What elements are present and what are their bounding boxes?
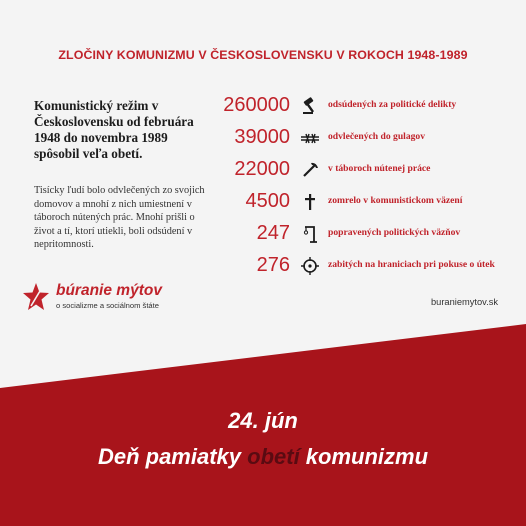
stat-value: 39000: [234, 126, 290, 148]
banner-headline: [0, 444, 526, 470]
banner-date: 24. jún: [228, 408, 298, 433]
stat-label: zomrelo v komunistickom väzení: [328, 195, 463, 206]
stat-value: 247: [256, 222, 290, 244]
brand-name: búranie mýtov: [56, 282, 162, 299]
body-line: život a tí, ktorí utiekli, boli odsúdení v: [34, 225, 193, 237]
lead-line: spôsobil veľa obetí.: [34, 146, 143, 161]
website-url: buraniemytov.sk: [431, 297, 498, 307]
body-line: domovov a mnohí z nich umiestnení v: [34, 198, 192, 210]
banner-headline-start: Deň pamiatky: [97, 444, 248, 469]
body-line: táboroch nútených prác. Mnohí prišli o: [34, 212, 195, 224]
banner-headline-end: komunizmu: [299, 444, 429, 469]
stat-label: odsúdených za politické delikty: [328, 99, 457, 110]
stat-value: 4500: [245, 190, 290, 212]
stat-value: 276: [256, 254, 290, 276]
stat-label: popravených politických väzňov: [328, 227, 461, 238]
stat-label: odvlečených do gulagov: [328, 131, 426, 142]
body-line: Tisícky ľudí bolo odvlečených zo svojich: [34, 185, 205, 196]
banner-headline-highlight: obetí: [247, 444, 300, 469]
lead-line: Komunistický režim v: [34, 98, 159, 113]
body-line: nepritomnosti.: [34, 239, 94, 251]
stat-label: v táboroch nútenej práce: [328, 163, 431, 174]
lead-line: Československu od februára: [34, 114, 194, 129]
infographic-title: ZLOČINY KOMUNIZMU V ČESKOSLOVENSKU V ROKOCH 1948-1989: [58, 48, 468, 62]
brand-tagline: o socializme a sociálnom štáte: [56, 301, 159, 310]
stat-value: 22000: [234, 158, 290, 180]
stat-value: 260000: [223, 94, 290, 116]
lead-line: 1948 do novembra 1989: [34, 130, 168, 145]
stat-label: zabitých na hraniciach pri pokuse o útek: [328, 259, 495, 270]
